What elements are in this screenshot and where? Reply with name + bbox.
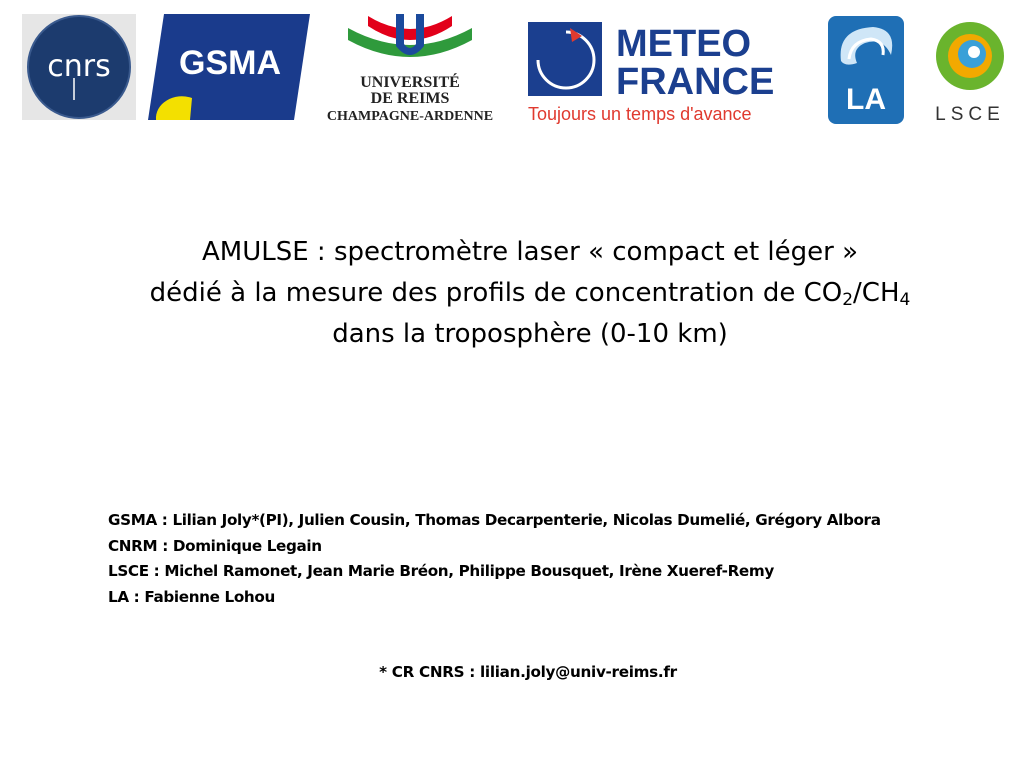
urca-logo (312, 14, 508, 124)
meteo-line1: METEO (616, 23, 752, 65)
co2-subscript: 2 (842, 290, 854, 310)
la-logo (827, 15, 905, 125)
gsma-logo-text: GSMA (179, 44, 281, 82)
author-line-gsma: GSMA : Lilian Joly*(PI), Julien Cousin, Thomas Decarpenterie, Nicolas Dumelié, Grégory Albora (108, 511, 881, 529)
contact-line: * CR CNRS : lilian.joly@univ-reims.fr (379, 663, 677, 681)
title-line-1: AMULSE : spectromètre laser « compact et léger » (202, 237, 858, 267)
author-list (108, 508, 1008, 610)
presentation-title (60, 232, 1000, 355)
author-line-lsce: LSCE : Michel Ramonet, Jean Marie Bréon, Philippe Bousquet, Irène Xueref-Remy (108, 562, 774, 580)
gsma-logo (148, 14, 310, 120)
title-line-2-mid: /CH (853, 278, 900, 308)
cnrs-logo-text: cnrs (47, 49, 111, 84)
la-logo-text: LA (846, 83, 886, 116)
author-line-cnrm: CNRM : Dominique Legain (108, 536, 322, 555)
meteo-france-logo (526, 20, 792, 128)
urca-line1: UNIVERSITÉ (360, 74, 460, 91)
lsce-logo (932, 16, 1006, 126)
title-line-2-text: dédié à la mesure des profils de concentration de CO (149, 278, 843, 308)
cnrs-logo (22, 14, 136, 120)
title-line-3: dans la troposphère (0-10 km) (332, 319, 728, 349)
author-line-la: LA : Fabienne Lohou (108, 587, 275, 606)
title-line-2 (60, 273, 1000, 314)
urca-line3: CHAMPAGNE-ARDENNE (326, 109, 494, 124)
ch4-subscript: 4 (899, 290, 911, 310)
urca-line2: DE REIMS (370, 90, 450, 107)
meteo-tagline: Toujours un temps d'avance (528, 104, 752, 124)
meteo-line2: FRANCE (616, 61, 775, 103)
lsce-logo-text: LSCE (935, 104, 1005, 125)
